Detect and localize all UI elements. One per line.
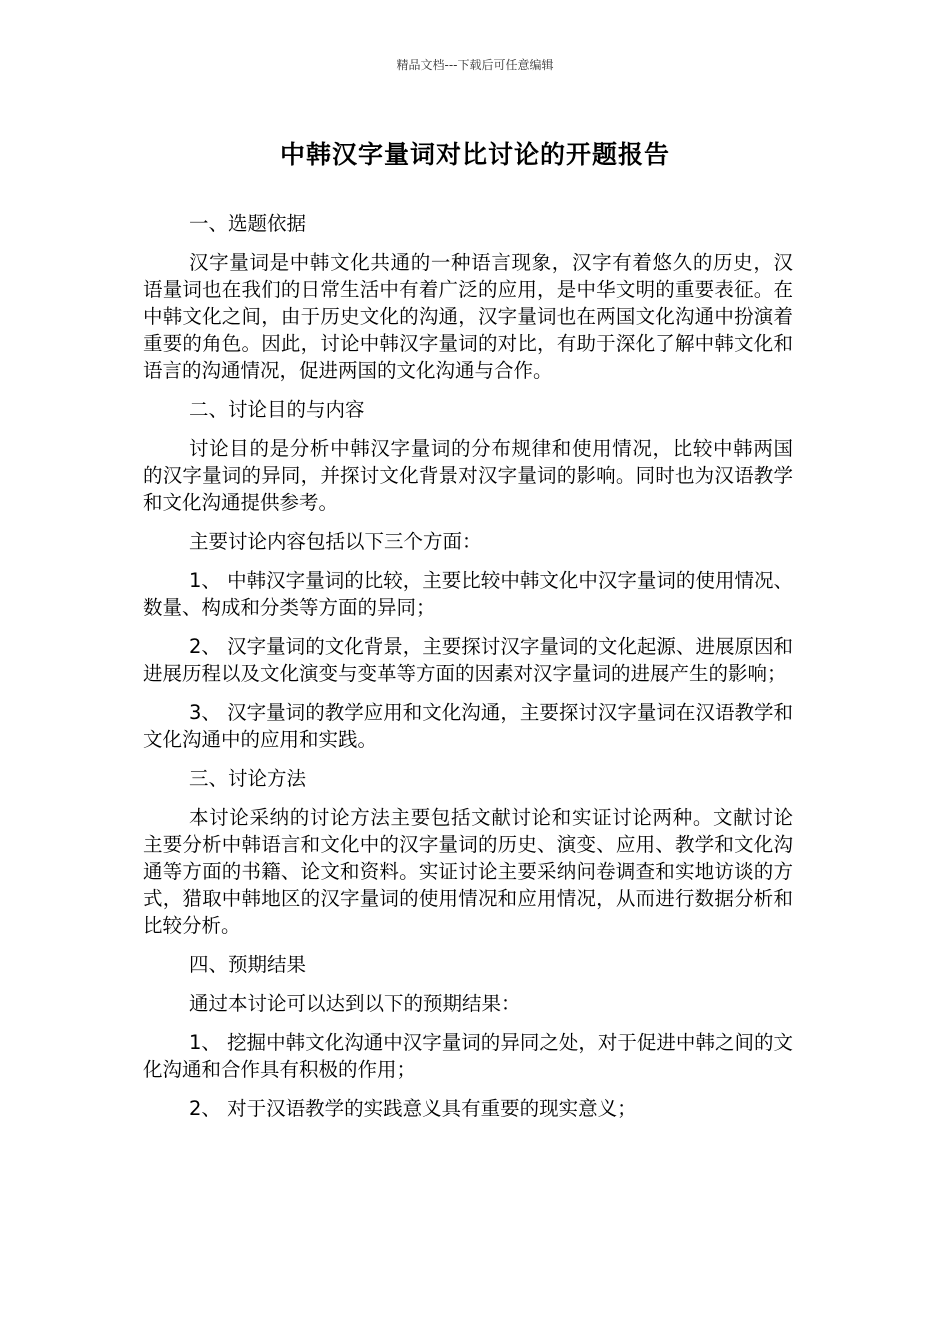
page-header-note: 精品文档---下载后可任意编辑 bbox=[396, 58, 554, 72]
paragraph-content-intro: 主要讨论内容包括以下三个方面： bbox=[189, 530, 482, 553]
list-item-content-3: 3、 汉字量词的教学应用和文化沟通，主要探讨汉字量词在汉语教学和文化沟通中的应用和实践。 bbox=[143, 701, 793, 751]
list-item-result-1: 1、 挖掘中韩文化沟通中汉字量词的异同之处，对于促进中韩之间的文化沟通和合作具有积极的作用； bbox=[143, 1031, 793, 1081]
section-heading-purpose: 二、讨论目的与内容 bbox=[189, 398, 365, 421]
list-item-content-2: 2、 汉字量词的文化背景，主要探讨汉字量词的文化起源、进展原因和进展历程以及文化演变与变革等方面的因素对汉字量词的进展产生的影响； bbox=[143, 635, 793, 685]
section-heading-basis: 一、选题依据 bbox=[189, 212, 307, 235]
paragraph-basis: 汉字量词是中韩文化共通的一种语言现象，汉字有着悠久的历史，汉语量词也在我们的日常生活中有着广泛的应用，是中华文明的重要表征。在中韩文化之间，由于历史文化的沟通，汉字量词也在两国文化沟通中扮演着重要的角色。因此，讨论中韩汉字量词的对比，有助于深化了解中韩文化和语言的沟通情况，促进两国的文化沟通与合作。 bbox=[143, 251, 793, 382]
section-heading-method: 三、讨论方法 bbox=[189, 767, 307, 790]
paragraph-purpose: 讨论目的是分析中韩汉字量词的分布规律和使用情况，比较中韩两国的汉字量词的异同，并探讨文化背景对汉字量词的影响。同时也为汉语教学和文化沟通提供参考。 bbox=[143, 437, 793, 514]
list-item-content-1: 1、 中韩汉字量词的比较，主要比较中韩文化中汉字量词的使用情况、数量、构成和分类等方面的异同； bbox=[143, 569, 793, 619]
paragraph-method: 本讨论采纳的讨论方法主要包括文献讨论和实证讨论两种。文献讨论主要分析中韩语言和文化中的汉字量词的历史、演变、应用、教学和文化沟通等方面的书籍、论文和资料。实证讨论主要采纳问卷调查和实地访谈的方式，猎取中韩地区的汉字量词的使用情况和应用情况，从而进行数据分析和比较分析。 bbox=[143, 806, 793, 937]
paragraph-results-intro: 通过本讨论可以达到以下的预期结果： bbox=[189, 992, 521, 1015]
list-item-result-2: 2、 对于汉语教学的实践意义具有重要的现实意义； bbox=[189, 1097, 637, 1120]
document-body bbox=[143, 210, 793, 1134]
document-title: 中韩汉字量词对比讨论的开题报告 bbox=[279, 140, 670, 169]
section-heading-results: 四、预期结果 bbox=[189, 953, 307, 976]
